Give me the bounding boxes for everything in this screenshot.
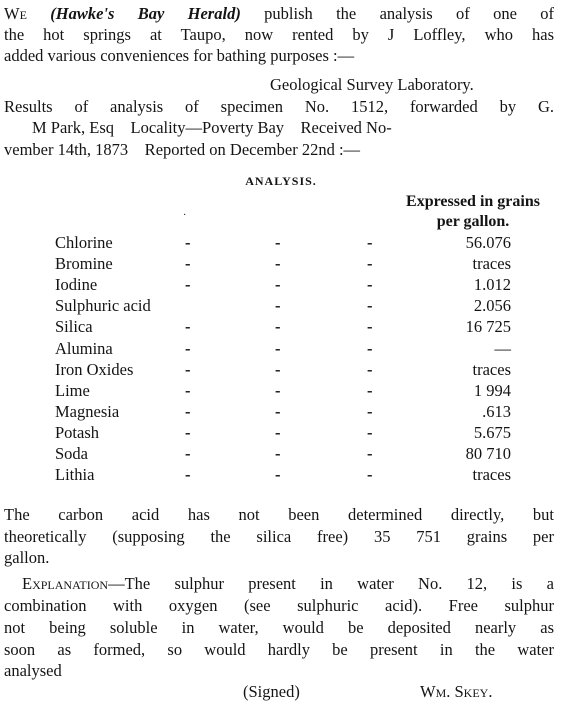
leader-dash: - [185, 254, 191, 274]
leader-dash: - [275, 401, 281, 421]
leader-dash: - [367, 380, 373, 400]
explanation-line-4: soon as formed, so would hardly be present in the water [4, 640, 554, 659]
table-row [55, 464, 555, 485]
constituent-name: Bromine [55, 254, 113, 274]
leader-dash: - [367, 465, 373, 485]
leader-dash: - [367, 359, 373, 379]
leader-dash: - [275, 254, 281, 274]
carbonic-line-1: The carbon acid has not been determined directly, but [4, 505, 554, 524]
intro-lead-word: We [4, 4, 27, 23]
unit-header-line-1: Expressed in grains [406, 193, 540, 210]
grains-per-gallon-value: 5.675 [473, 422, 511, 442]
explanation-label: Explanation [22, 574, 109, 593]
constituent-name: Lime [55, 380, 90, 400]
explanation-line-5: analysed [4, 661, 62, 680]
analysis-heading: ANALYSIS. [245, 174, 317, 188]
leader-dash: - [185, 275, 191, 295]
grains-per-gallon-value: 1 994 [473, 380, 511, 400]
leader-dash: - [367, 233, 373, 252]
intro-line-3: added various conveniences for bathing purposes :— [4, 46, 355, 65]
table-row [55, 274, 555, 295]
signed-label: (Signed) [243, 682, 300, 701]
grains-per-gallon-value: traces [472, 359, 511, 379]
intro-line-1-rest: publish the analysis of one of [264, 4, 555, 23]
constituent-name: Soda [55, 444, 88, 463]
leader-dash: - [275, 380, 281, 400]
grains-per-gallon-value: 2.056 [473, 296, 511, 316]
explanation-line-3: not being soluble in water, would be deposited nearly as [4, 618, 554, 637]
results-line-1: Results of analysis of specimen No. 1512, forwarded by G. [4, 97, 554, 116]
grains-per-gallon-value: 56.076 [465, 233, 511, 252]
leader-dash: - [275, 275, 281, 295]
results-line-2: M Park, Esq Locality—Poverty Bay Received No- [32, 118, 392, 137]
stray-tick-mark: · [183, 210, 187, 221]
leader-dash: - [185, 444, 191, 463]
leader-dash: - [185, 465, 191, 485]
leader-dash: - [275, 233, 281, 252]
leader-dash: - [275, 422, 281, 442]
leader-dash: - [185, 359, 191, 379]
leader-dash: - [367, 401, 373, 421]
leader-dash: - [367, 317, 373, 337]
table-row [55, 253, 555, 274]
newspaper-source: (Hawke's Bay Herald) [50, 4, 241, 23]
carbonic-line-3: gallon. [4, 548, 50, 567]
leader-dash: - [275, 359, 281, 379]
leader-dash: - [275, 444, 281, 463]
grains-per-gallon-value: traces [472, 254, 511, 274]
leader-dash: - [275, 338, 281, 358]
constituent-name: Magnesia [55, 401, 120, 421]
leader-dash: - [185, 422, 191, 442]
leader-dash: - [185, 380, 191, 400]
table-row [55, 295, 555, 316]
table-row [55, 338, 555, 359]
leader-dash: - [367, 444, 373, 463]
leader-dash: - [185, 338, 191, 358]
leader-dash: - [367, 254, 373, 274]
unit-header-line-2: per gallon. [436, 213, 510, 230]
constituent-name: Iron Oxides [55, 359, 134, 379]
leader-dash: - [275, 465, 281, 485]
table-row [55, 359, 555, 380]
grains-per-gallon-value: — [494, 338, 511, 358]
leader-dash: - [367, 296, 373, 316]
leader-dash: - [367, 338, 373, 358]
explanation-line-2: combination with oxygen (see sulphuric acid). Free sulphur [4, 596, 554, 615]
constituent-name: Silica [55, 317, 93, 337]
intro-line-2: the hot springs at Taupo, now rented by J Loffley, who has [4, 25, 554, 44]
constituent-name: Alumina [55, 338, 113, 358]
leader-dash: - [367, 275, 373, 295]
grains-per-gallon-value: 16 725 [465, 317, 511, 337]
constituent-name: Sulphuric acid [55, 296, 151, 316]
leader-dash: - [185, 317, 191, 337]
constituent-name: Lithia [55, 465, 95, 485]
leader-dash: - [275, 296, 281, 316]
results-line-3: vember 14th, 1873 Reported on December 22nd :— [4, 140, 361, 159]
explanation-line-1-rest: —The sulphur present in water No. 12, is a [108, 574, 554, 593]
leader-dash: - [185, 233, 191, 252]
grains-per-gallon-value: .613 [482, 401, 511, 421]
intro-line-1 [4, 4, 554, 24]
signatory-name: Wm. Skey. [420, 682, 493, 701]
constituent-name: Potash [55, 422, 100, 442]
leader-dash: - [367, 422, 373, 442]
grains-per-gallon-value: 80 710 [465, 444, 511, 463]
table-row [55, 422, 555, 443]
carbonic-line-2: theoretically (supposing the silica free) 35 751 grains per [4, 527, 554, 546]
table-row [55, 232, 555, 253]
grains-per-gallon-value: 1.012 [473, 275, 511, 295]
lab-name: Geological Survey Laboratory. [270, 75, 474, 94]
table-row [55, 401, 555, 422]
explanation-line-1 [22, 573, 554, 594]
constituent-name: Chlorine [55, 233, 113, 252]
constituent-name: Iodine [55, 275, 98, 295]
table-row [55, 380, 555, 401]
leader-dash: - [275, 317, 281, 337]
leader-dash: - [185, 401, 191, 421]
grains-per-gallon-value: traces [472, 465, 511, 485]
table-row [55, 316, 555, 337]
table-row [55, 443, 555, 464]
